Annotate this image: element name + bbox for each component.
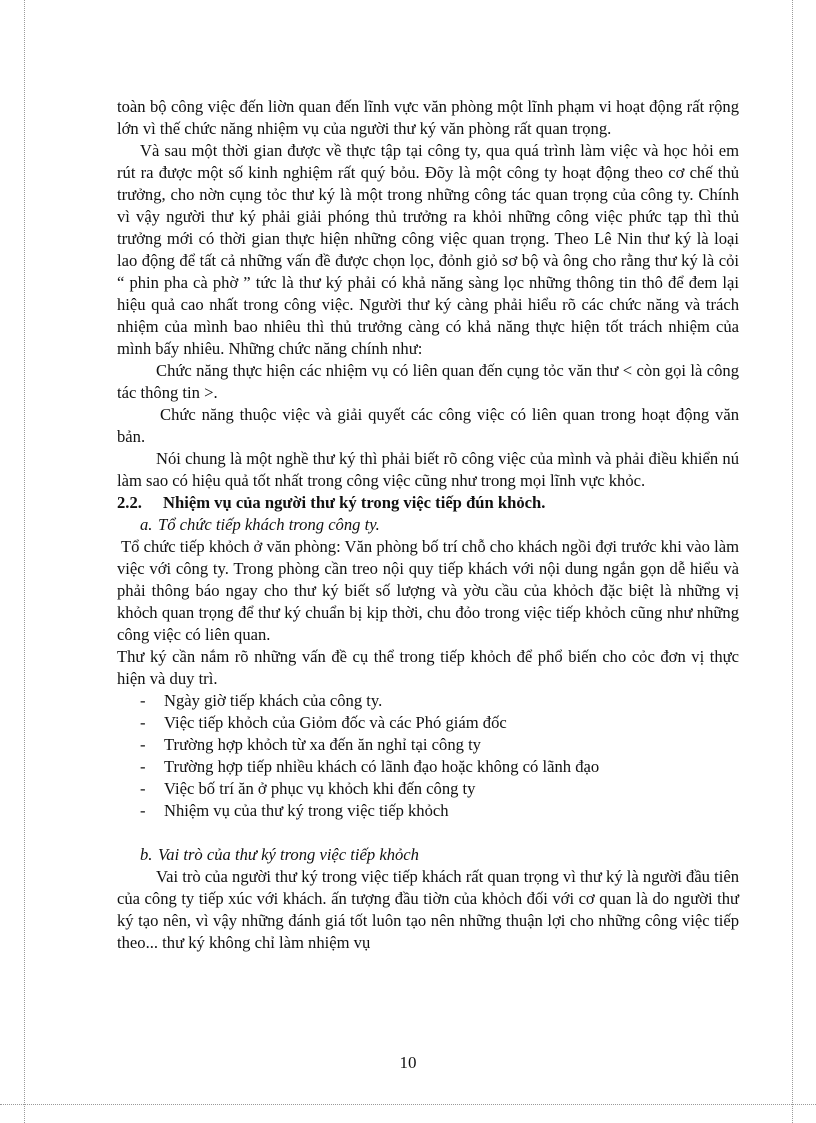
section-title: Nhiệm vụ của người thư ký trong việc tiếp đún khỏch. <box>163 493 546 512</box>
list-item <box>117 734 739 756</box>
list-item <box>117 756 739 778</box>
list-item <box>117 712 739 734</box>
section-heading <box>117 492 739 514</box>
page-frame-right <box>792 0 793 1123</box>
list-dash: - <box>140 691 146 710</box>
subsection-a-title: Tổ chức tiếp khách trong công ty. <box>158 515 380 534</box>
subsection-a-letter: a. <box>140 515 153 534</box>
subsection-b-letter: b. <box>140 845 153 864</box>
paragraph-5: Nói chung là một nghề thư ký thì phải biết rõ công việc của mình và phải điều khiển nú làm sao có hiệu quả tốt nhất trong công việc cũng như trong mọi lĩnh vực khỏc. <box>117 449 739 490</box>
paragraph-8: Vai trò của người thư ký trong việc tiếp khách rất quan trọng vì thư ký là người đầu tiên của công ty tiếp xúc với khách. ấn tượng đầu tiờn của khỏch đối với cơ quan là do người thư ký tạo nên, vì vậy những đánh giá tốt luôn tạo nên những thuận lợi cho những công việc tiếp theo... thư ký không chỉ làm nhiệm vụ <box>117 867 740 952</box>
list-dash: - <box>140 757 146 776</box>
list-item <box>117 778 739 800</box>
subsection-a-heading <box>117 514 739 536</box>
list-dash: - <box>140 713 146 732</box>
page-body <box>117 96 739 954</box>
list-item-text: Việc tiếp khỏch của Giỏm đốc và các Phó giám đốc <box>164 713 507 732</box>
paragraph-1: toàn bộ công việc đến liờn quan đến lĩnh vực văn phòng một lĩnh phạm vi hoạt động rất rộng lớn vì thế chức năng nhiệm vụ của người thư ký văn phòng rất quan trọng. <box>117 97 739 138</box>
paragraph-3: Chức năng thực hiện các nhiệm vụ có liên quan đến cụng tỏc văn thư < còn gọi là công tác thông tin >. <box>117 361 739 402</box>
list-item-text: Trường hợp tiếp nhiều khách có lãnh đạo hoặc không có lãnh đạo <box>164 757 600 776</box>
list-item <box>117 690 739 712</box>
list-item <box>117 800 739 822</box>
list-item-text: Ngày giờ tiếp khách của công ty. <box>164 691 383 710</box>
paragraph-6: Tổ chức tiếp khỏch ở văn phòng: Văn phòng bố trí chỗ cho khách ngồi đợi trước khi vào làm việc với công ty. Trong phòng cần treo nội quy tiếp khách với nội dung ngắn gọn dễ hiểu và phải thông báo ngay cho thư ký biết số lượng và yờu cầu của khỏch đặc biệt là những vị khỏch quan trọng để thư ký chuẩn bị kịp thời, chu đỏo trong việc tiếp khỏch cũng như những công việc có liên quan. <box>117 537 739 644</box>
page-number: 10 <box>399 1053 417 1072</box>
list-dash: - <box>140 779 146 798</box>
paragraph-2: Và sau một thời gian được về thực tập tại công ty, qua quá trình làm việc và học hỏi em rút ra được một số kinh nghiệm rất quý bỏu. Đõy là một công ty hoạt động theo cơ chế thủ trưởng, cho nờn cụng tỏc thư ký là một trong những công tác quan trọng của công ty. Chính vì vậy người thư ký phải giải phóng thủ trưởng ra khỏi những công việc phức tạp thì thủ trưởng mới có thời gian thực hiện những công việc quan trọng. Theo Lê Nin thư ký là loại lao động để tất cả những vấn đề được chọn lọc, đỏnh giỏ sơ bộ và ông cho rằng thư ký là cỏi “ phin pha cà phờ ” tức là thư ký phải có khả năng sàng lọc những thông tin thô để đem lại hiệu quả cao nhất trong công việc. Người thư ký càng phải hiểu rõ các chức năng và trách nhiệm của mình bao nhiêu thì thủ trưởng càng có khả năng thực hiện tốt trách nhiệm của mình bấy nhiêu. Những chức năng chính như: <box>117 141 739 358</box>
page-frame-left <box>24 0 25 1123</box>
list-dash: - <box>140 735 146 754</box>
subsection-b-title: Vai trò của thư ký trong việc tiếp khỏch <box>158 845 419 864</box>
reception-list <box>117 690 739 822</box>
list-item-text: Việc bố trí ăn ở phục vụ khỏch khi đến công ty <box>164 779 476 798</box>
page-frame-bottom <box>0 1104 816 1105</box>
paragraph-7: Thư ký cần nắm rõ những vấn đề cụ thể trong tiếp khỏch để phổ biến cho cỏc đơn vị thực hiện và duy trì. <box>117 647 739 688</box>
subsection-b-heading <box>117 844 739 866</box>
section-number: 2.2. <box>117 493 142 512</box>
list-item-text: Trường hợp khỏch từ xa đến ăn nghỉ tại công ty <box>164 735 481 754</box>
paragraph-4: Chức năng thuộc việc và giải quyết các công việc có liên quan trong hoạt động văn bản. <box>117 405 739 446</box>
list-dash: - <box>140 801 146 820</box>
list-item-text: Nhiệm vụ của thư ký trong việc tiếp khỏch <box>164 801 449 820</box>
